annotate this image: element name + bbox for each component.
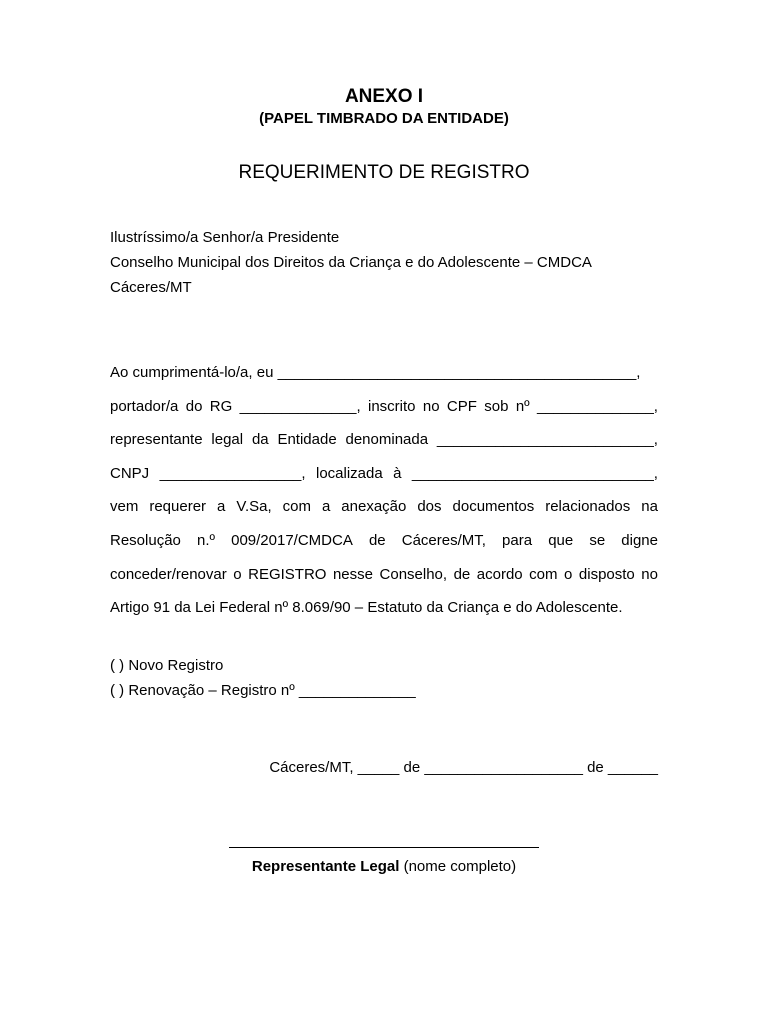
paragraph-word: V.Sa,	[236, 498, 272, 516]
paragraph-word: a	[217, 498, 226, 516]
paragraph-word: Ao cumprimentá-lo/a, eu ___________________________________________,	[110, 364, 641, 381]
paragraph-word: localizada	[315, 464, 383, 482]
paragraph-word: dos	[417, 498, 442, 516]
paragraph-word: o	[564, 565, 573, 583]
paragraph-word: da	[251, 431, 269, 449]
addressee-line-2: Conselho Municipal dos Direitos da Criança e do Adolescente – CMDCA	[110, 254, 592, 271]
paragraph-word: Cáceres/MT,	[401, 531, 486, 549]
paragraph-word: se	[589, 531, 606, 549]
paragraph-word: de	[453, 565, 471, 583]
paragraph-word: na	[641, 498, 658, 516]
paragraph-word: com	[282, 498, 311, 516]
paragraph-word: o	[233, 565, 242, 583]
paragraph-word: disposto	[578, 565, 635, 583]
paragraph-word: ______________,	[239, 397, 361, 415]
signature-line	[229, 847, 539, 848]
paragraph-line	[110, 532, 658, 566]
signature-caption	[0, 858, 768, 876]
paragraph-word: nesse	[332, 565, 373, 583]
paragraph-word: denominada	[345, 431, 429, 449]
paragraph-line	[110, 398, 658, 432]
paragraph-word: à	[393, 464, 402, 482]
paragraph-word: portador/a	[110, 397, 179, 415]
request-paragraph	[110, 364, 658, 633]
paragraph-word: conceder/renovar	[110, 565, 227, 583]
paragraph-word: legal	[211, 431, 244, 449]
paragraph-word: _____________________________,	[411, 464, 658, 482]
paragraph-word: nº	[515, 397, 530, 415]
paragraph-word: relacionados	[545, 498, 631, 516]
paragraph-word: __________________________,	[436, 431, 658, 449]
paragraph-line	[110, 566, 658, 600]
place-date-line: Cáceres/MT, _____ de ___________________ de ______	[269, 759, 658, 776]
addressee-line-1: Ilustríssimo/a Senhor/a Presidente	[110, 229, 340, 246]
paragraph-word: requerer	[149, 498, 207, 516]
paragraph-word: anexação	[341, 498, 407, 516]
paragraph-word: de	[368, 531, 386, 549]
paragraph-word: a	[321, 498, 331, 516]
paragraph-word: com	[529, 565, 558, 583]
paragraph-word: para	[502, 531, 533, 549]
paragraph-word: do	[185, 397, 203, 415]
paragraph-word: vem	[110, 498, 139, 516]
paragraph-word: que	[548, 531, 574, 549]
document-subtitle: (PAPEL TIMBRADO DA ENTIDADE)	[259, 110, 509, 127]
paragraph-word: sob	[484, 397, 509, 415]
option-renewal: ( ) Renovação – Registro nº ______________	[110, 682, 416, 699]
paragraph-word: ______________,	[537, 397, 658, 415]
paragraph-word: CPF	[446, 397, 477, 415]
paragraph-line	[110, 364, 658, 398]
paragraph-word: Artigo 91 da Lei Federal nº 8.069/90 – Estatuto da Criança e do Adolescente.	[110, 599, 623, 617]
option-new-registration: ( ) Novo Registro	[110, 657, 224, 674]
paragraph-word: digne	[621, 531, 658, 549]
paragraph-line	[110, 431, 658, 465]
paragraph-word: acordo	[476, 565, 523, 583]
paragraph-word: no	[422, 397, 440, 415]
signature-role: Representante Legal	[251, 858, 400, 875]
paragraph-line	[110, 498, 658, 532]
document-heading: REQUERIMENTO DE REGISTRO	[238, 162, 530, 183]
paragraph-word: RG	[209, 397, 233, 415]
addressee-line-3: Cáceres/MT	[110, 279, 192, 296]
paragraph-line	[110, 599, 658, 633]
paragraph-word: documentos	[452, 498, 535, 516]
document-title: ANEXO I	[344, 86, 424, 107]
paragraph-word: REGISTRO	[248, 565, 327, 583]
paragraph-word: _________________,	[159, 464, 306, 482]
paragraph-word: n.º	[197, 531, 215, 549]
paragraph-word: CNPJ	[110, 464, 150, 482]
paragraph-word: Entidade	[277, 431, 337, 449]
paragraph-word: Conselho,	[379, 565, 448, 583]
paragraph-line	[110, 465, 658, 499]
paragraph-word: no	[641, 565, 658, 583]
signature-note: (nome completo)	[399, 858, 517, 875]
paragraph-word: 009/2017/CMDCA	[231, 531, 353, 549]
paragraph-word: Resolução	[110, 531, 181, 549]
paragraph-word: inscrito	[367, 397, 416, 415]
paragraph-word: representante	[110, 431, 203, 449]
